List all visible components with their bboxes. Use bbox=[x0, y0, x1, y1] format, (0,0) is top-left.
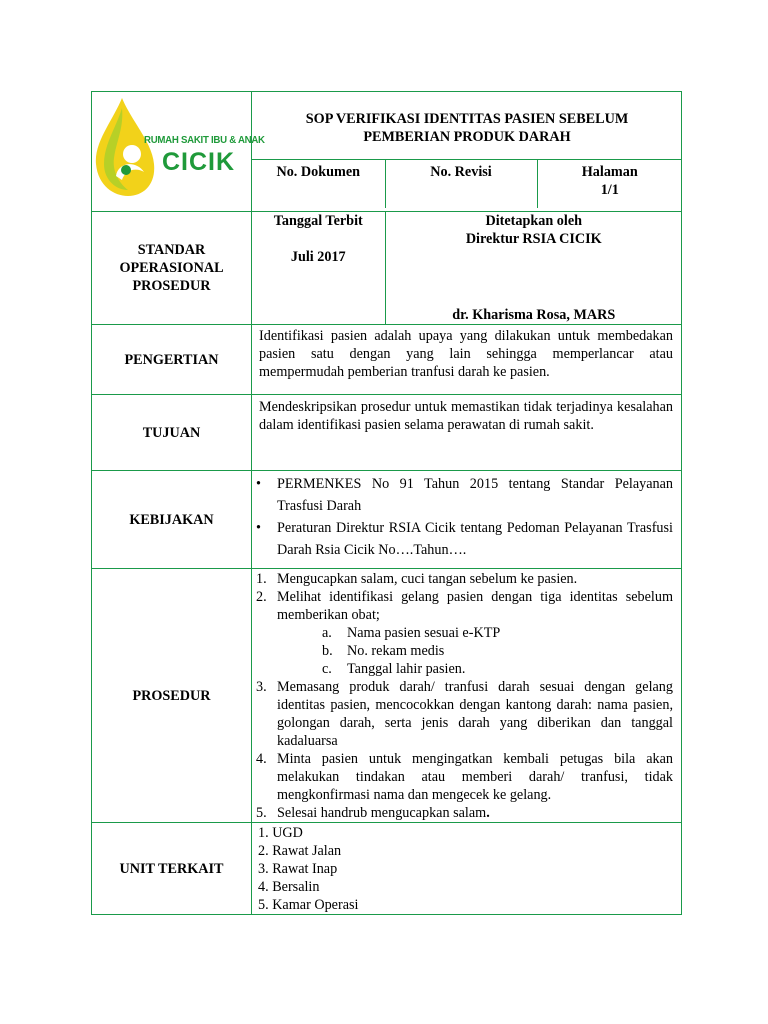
list-item: 2. Melihat identifikasi gelang pasien dengan tiga identitas sebelum memberikan obat; a. Nama pasien sesuai e-KTP b. No. rekam medis c. Tanggal lahir pasien. bbox=[256, 589, 673, 677]
sop-label-line1: STANDAR bbox=[137, 242, 206, 258]
list-item: 1. UGD bbox=[258, 825, 303, 841]
prosedur-step-4: Minta pasien untuk mengingatkan kembali petugas bila akan melakukan tindakan atau memberi darah/ tranfusi, tidak mengkonfirmasi nama dan mengecek ke gelang. bbox=[277, 751, 673, 803]
kebijakan-item-2: Peraturan Direktur RSIA Cicik tentang Pedoman Pelayanan Trasfusi Darah Rsia Cicik No….Tahun…. bbox=[277, 520, 673, 558]
sop-label bbox=[92, 212, 252, 325]
bullet-icon: • bbox=[256, 476, 261, 492]
ditetapkan-cell bbox=[385, 212, 682, 324]
list-item: a. Nama pasien sesuai e-KTP bbox=[322, 625, 501, 641]
list-item: c. Tanggal lahir pasien. bbox=[322, 661, 466, 677]
prosedur-list bbox=[252, 569, 681, 822]
logo-text-line2: CICIK bbox=[162, 148, 236, 176]
list-item bbox=[256, 473, 673, 517]
prosedur-sublist bbox=[277, 624, 673, 678]
prosedur-label: PROSEDUR bbox=[92, 569, 252, 823]
pengertian-text: Identifikasi pasien adalah upaya yang dilakukan untuk membedakan pasien satu dengan yang lain sehingga memperlancar atau mempermudah pemberian tranfusi darah ke pasien. bbox=[252, 325, 682, 395]
list-item bbox=[256, 517, 673, 561]
list-item: 1. Mengucapkan salam, cuci tangan sebelum ke pasien. bbox=[256, 571, 578, 587]
list-item: 4. Minta pasien untuk mengingatkan kembali petugas bila akan melakukan tindakan atau memberi darah/ tranfusi, tidak mengkonfirmasi nama dan mengecek ke gelang. bbox=[256, 751, 673, 803]
bullet-icon: • bbox=[256, 520, 261, 536]
tanggal-terbit-value: Juli 2017 bbox=[290, 249, 346, 265]
hospital-logo bbox=[92, 92, 265, 211]
sop-label-line2: OPERASIONAL bbox=[119, 260, 224, 276]
ditetapkan-by: Direktur RSIA CICIK bbox=[465, 231, 602, 247]
halaman-label: Halaman bbox=[581, 163, 638, 180]
halaman-cell bbox=[537, 159, 682, 208]
sop-label-line3: PROSEDUR bbox=[132, 278, 211, 294]
signature-space bbox=[386, 248, 683, 306]
title-line1: SOP VERIFIKASI IDENTITAS PASIEN SEBELUM bbox=[305, 111, 629, 127]
prosedur-step-3: Memasang produk darah/ tranfusi darah sesuai dengan gelang identitas pasien, mencocokkan dengan kantong darah: nama pasien, golongan darah, serta jenis darah yang diberikan dan tanggal kadaluarsa bbox=[277, 679, 673, 749]
unit-terkait-list bbox=[252, 823, 681, 914]
tujuan-text: Mendeskripsikan prosedur untuk memastikan tidak terjadinya kesalahan dalam identifikasi pasien selama perawatan di rumah sakit. bbox=[252, 395, 682, 471]
prosedur-step-5-end: . bbox=[486, 805, 490, 821]
sop-document bbox=[91, 91, 682, 915]
list-item: 2. Rawat Jalan bbox=[258, 843, 342, 859]
unit-terkait-cell bbox=[252, 823, 682, 915]
kebijakan-list bbox=[252, 471, 681, 561]
logo-cell bbox=[92, 92, 265, 212]
pengertian-label: PENGERTIAN bbox=[92, 325, 252, 395]
tanggal-terbit-label: Tanggal Terbit bbox=[273, 213, 363, 229]
list-item: 3. Rawat Inap bbox=[258, 861, 338, 877]
halaman-value: 1/1 bbox=[600, 181, 619, 198]
ditetapkan-label: Ditetapkan oleh bbox=[485, 213, 583, 229]
no-revisi-label: No. Revisi bbox=[385, 159, 537, 208]
list-item: 3. Memasang produk darah/ tranfusi darah sesuai dengan gelang identitas pasien, mencocokkan dengan kantong darah: nama pasien, golongan darah, serta jenis darah yang diberikan dan tanggal kadaluarsa bbox=[256, 679, 673, 749]
prosedur-step-2: Melihat identifikasi gelang pasien dengan tiga identitas sebelum memberikan obat; bbox=[277, 589, 673, 623]
prosedur-step-5: Selesai handrub mengucapkan salam bbox=[277, 805, 487, 821]
prosedur-sub-a: Nama pasien sesuai e-KTP bbox=[347, 625, 501, 641]
title-line2: PEMBERIAN PRODUK DARAH bbox=[363, 129, 571, 145]
list-item: b. No. rekam medis bbox=[322, 643, 445, 659]
prosedur-sub-c: Tanggal lahir pasien. bbox=[347, 661, 466, 677]
prosedur-sub-b: No. rekam medis bbox=[347, 643, 445, 659]
prosedur-step-1: Mengucapkan salam, cuci tangan sebelum ke pasien. bbox=[277, 571, 578, 587]
no-dokumen-label: No. Dokumen bbox=[252, 159, 385, 208]
document-title bbox=[252, 92, 682, 159]
kebijakan-item-1: PERMENKES No 91 Tahun 2015 tentang Standar Pelayanan Trasfusi Darah bbox=[277, 476, 673, 514]
tanggal-terbit-cell bbox=[252, 212, 385, 324]
logo-text-line1: RUMAH SAKIT IBU & ANAK bbox=[144, 134, 265, 146]
kebijakan-label: KEBIJAKAN bbox=[92, 471, 252, 569]
tujuan-label: TUJUAN bbox=[92, 395, 252, 471]
unit-terkait-label: UNIT TERKAIT bbox=[92, 823, 252, 915]
list-item: 4. Bersalin bbox=[258, 879, 320, 895]
kebijakan-cell bbox=[252, 471, 682, 569]
list-item: 5. Selesai handrub mengucapkan salam. bbox=[256, 805, 490, 821]
list-item: 5. Kamar Operasi bbox=[258, 897, 359, 913]
signer-name: dr. Kharisma Rosa, MARS bbox=[452, 307, 616, 323]
prosedur-cell bbox=[252, 569, 682, 823]
